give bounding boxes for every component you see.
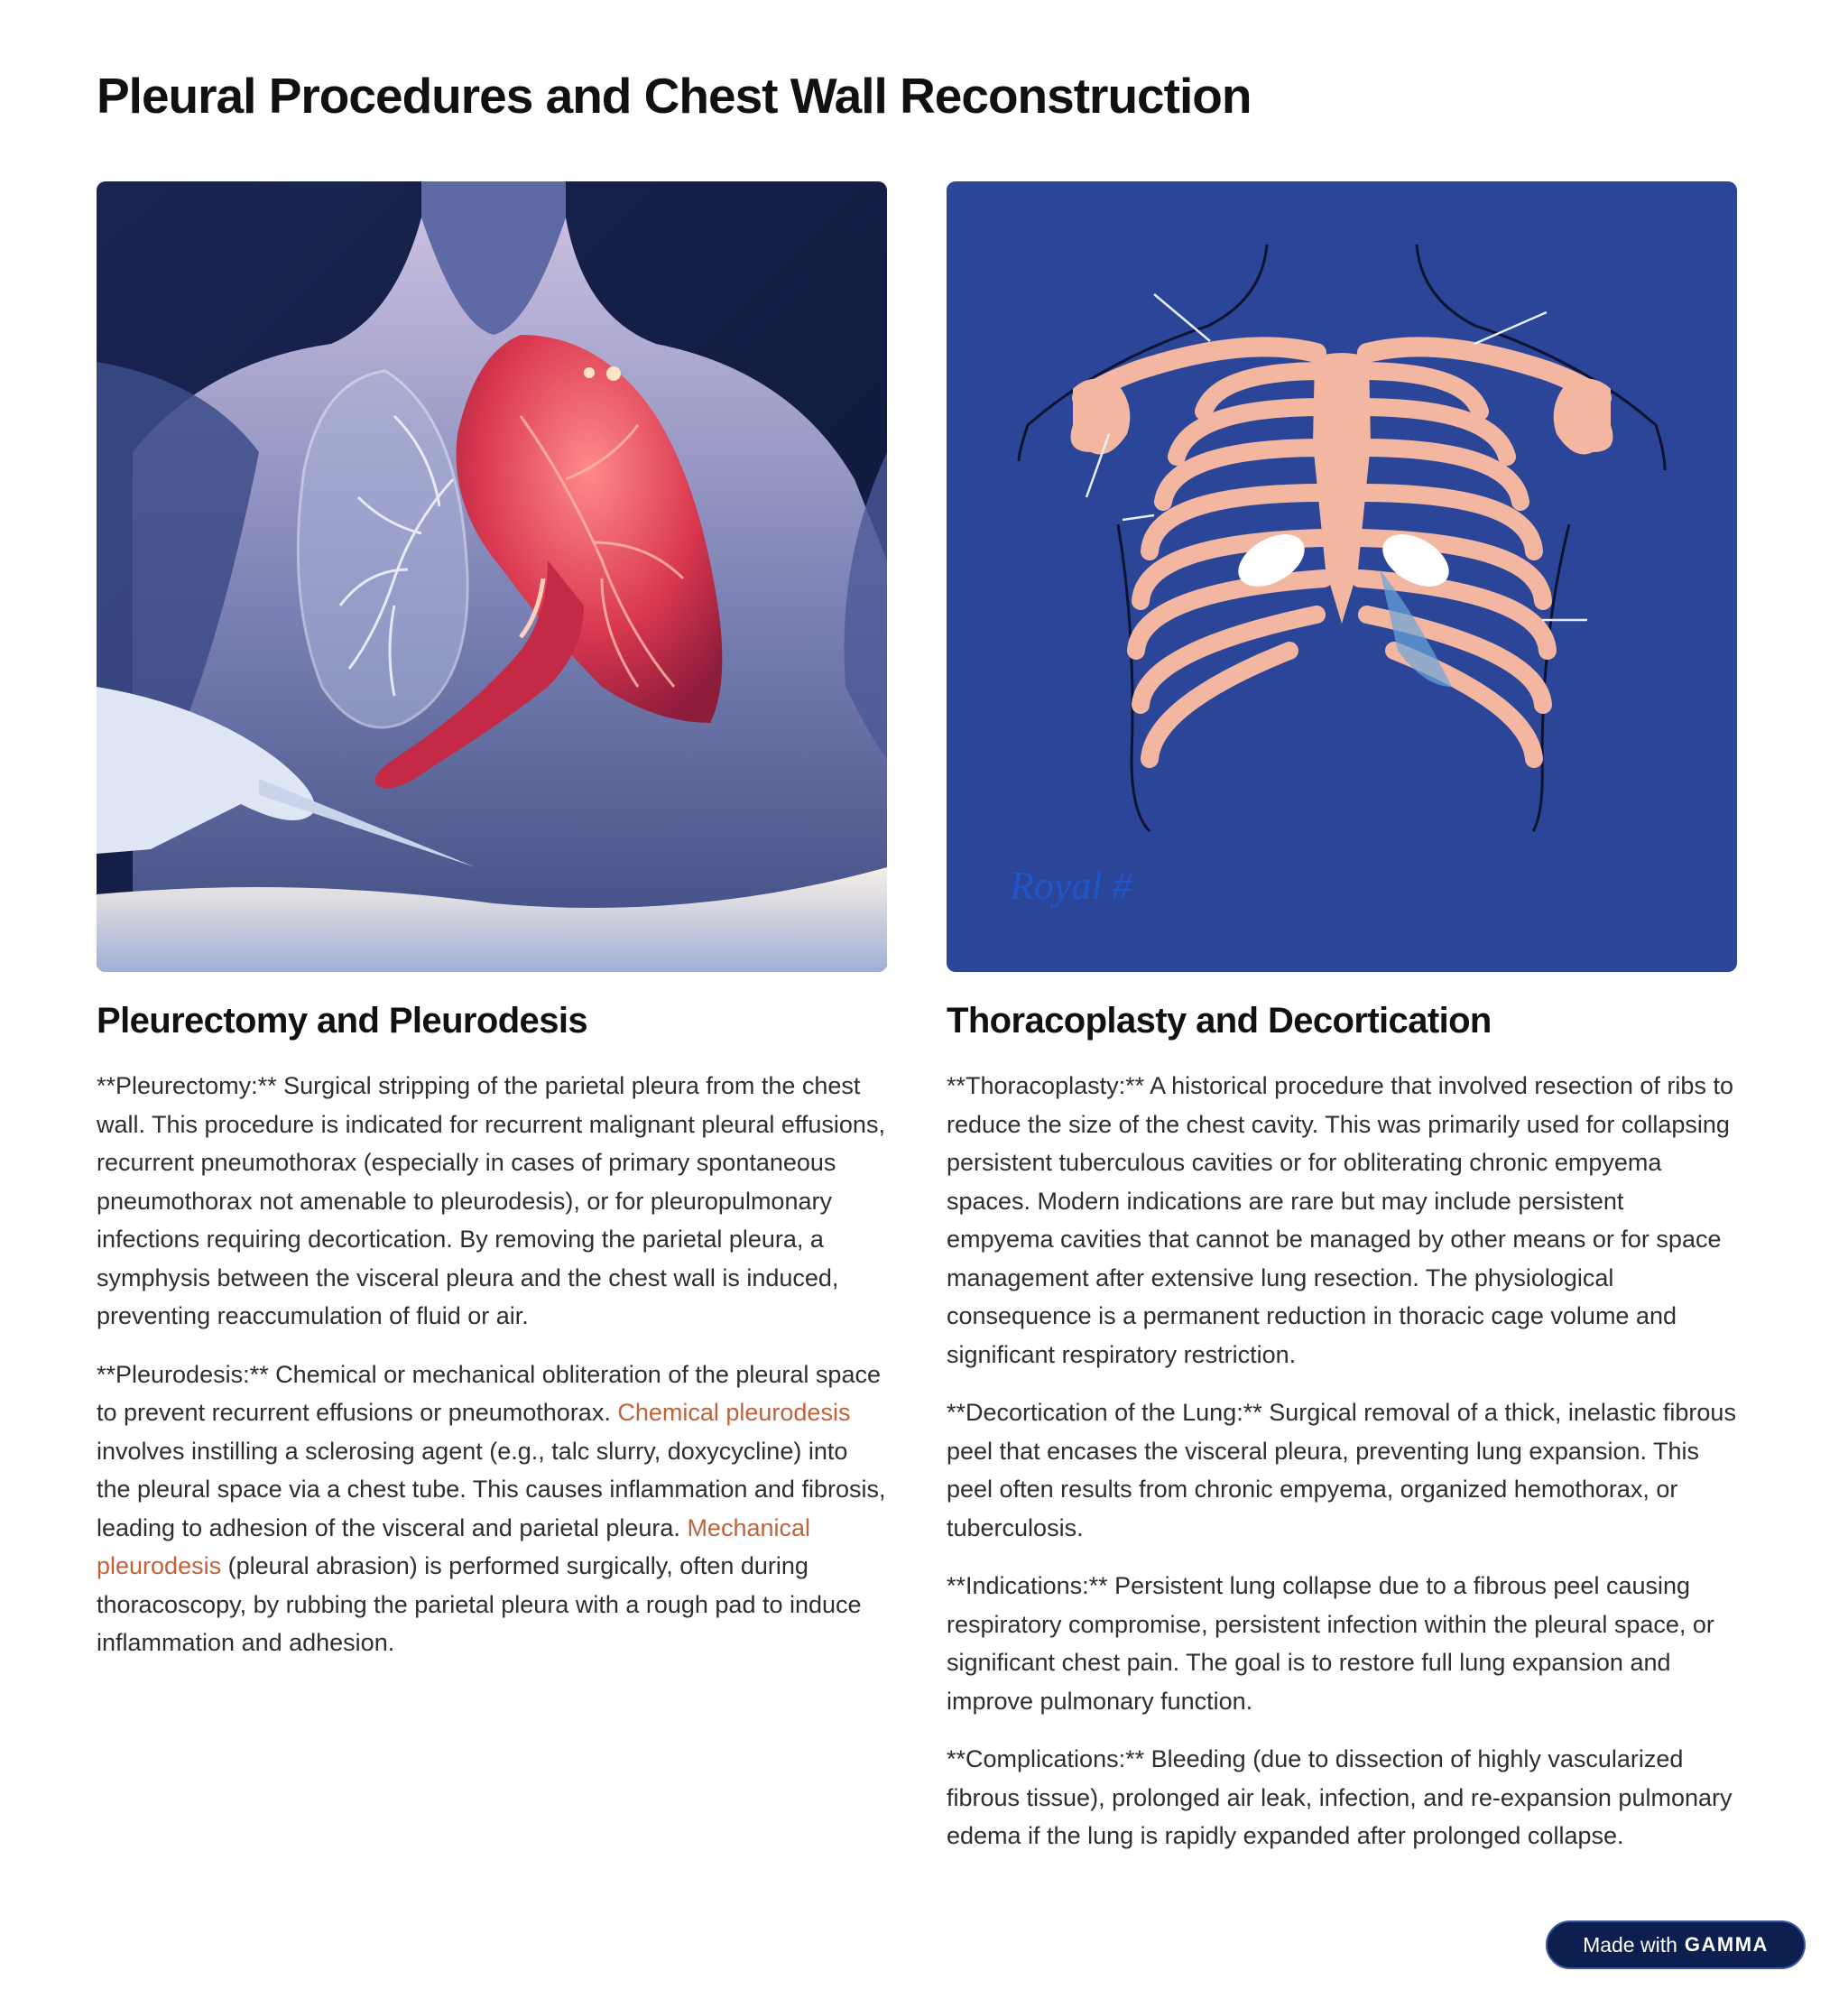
card-pleurectomy xyxy=(97,181,887,1682)
paragraph-pleurodesis-text-2: involves instilling a sclerosing agent (e.g., talc slurry, doxycycline) into the pleural space via a chest tube. This causes inflammation and fibrosis, leading to adhesion of the visceral and parietal pleura. xyxy=(97,1437,886,1541)
section-heading-thoracoplasty: Thoracoplasty and Decortication xyxy=(947,1001,1492,1041)
paragraph-thoracoplasty: **Thoracoplasty:** A historical procedure that involved resection of ribs to reduce the size of the chest cavity. This was primarily used for collapsing persistent tuberculous cavities or for obliterating chronic empyema spaces. Modern indications are rare but may include persistent empyema cavities that cannot be managed by other means or for space management after extensive lung resection. The physiological consequence is a permanent reduction in thoracic cage volume and significant respiratory restriction. xyxy=(947,1072,1733,1368)
paragraph-pleurodesis-text-1: **Pleurodesis:** Chemical or mechanical obliteration of the pleural space to prevent recurrent effusions or pneumothorax. xyxy=(97,1360,881,1426)
card-thoracoplasty xyxy=(947,181,1737,1875)
gamma-logo: GAMMA xyxy=(1684,1933,1769,1956)
made-with-gamma-badge[interactable] xyxy=(1546,1920,1806,1969)
section-heading-pleurectomy: Pleurectomy and Pleurodesis xyxy=(97,1001,587,1041)
paragraph-pleurodesis xyxy=(97,1356,887,1662)
chemical-pleurodesis-link[interactable]: Chemical pleurodesis xyxy=(617,1399,851,1426)
paragraph-pleurectomy: **Pleurectomy:** Surgical stripping of the parietal pleura from the chest wall. This procedure is indicated for recurrent malignant pleural effusions, recurrent pneumothorax (especially in cases of primary spontaneous pneumothorax not amenable to pleurodesis), or for pleuropulmonary infections requiring decortication. By removing the parietal pleura, a symphysis between the visceral pleura and the chest wall is induced, preventing reaccumulation of fluid or air. xyxy=(97,1072,885,1329)
pleura-illustration xyxy=(97,181,887,972)
paragraph-pleurodesis-text-3: (pleural abrasion) is performed surgically, often during thoracoscopy, by rubbing the parietal pleura with a rough pad to induce inflammation and adhesion. xyxy=(97,1552,862,1656)
paragraph-indications: **Indications:** Persistent lung collapse due to a fibrous peel causing respiratory compromise, persistent infection within the pleural space, or significant chest pain. The goal is to restore full lung expansion and improve pulmonary function. xyxy=(947,1572,1714,1715)
page-title: Pleural Procedures and Chest Wall Reconstruction xyxy=(97,68,1252,124)
mechanical-pleurodesis-link[interactable]: Mechanical pleurodesis xyxy=(97,1513,811,1579)
paragraph-decortication: **Decortication of the Lung:** Surgical removal of a thick, inelastic fibrous peel that encases the visceral pleura, preventing lung expansion. This peel often results from chronic empyema, organized hemothorax, or tuberculosis. xyxy=(947,1399,1736,1541)
image-watermark: Royal # xyxy=(1010,864,1132,908)
paragraph-complications: **Complications:** Bleeding (due to dissection of highly vascularized fibrous tissue), prolonged air leak, infection, and re-expansion pulmonary edema if the lung is rapidly expanded after prolonged collapse. xyxy=(947,1745,1732,1849)
badge-prefix: Made with xyxy=(1583,1932,1677,1957)
ribcage-illustration xyxy=(947,181,1737,972)
